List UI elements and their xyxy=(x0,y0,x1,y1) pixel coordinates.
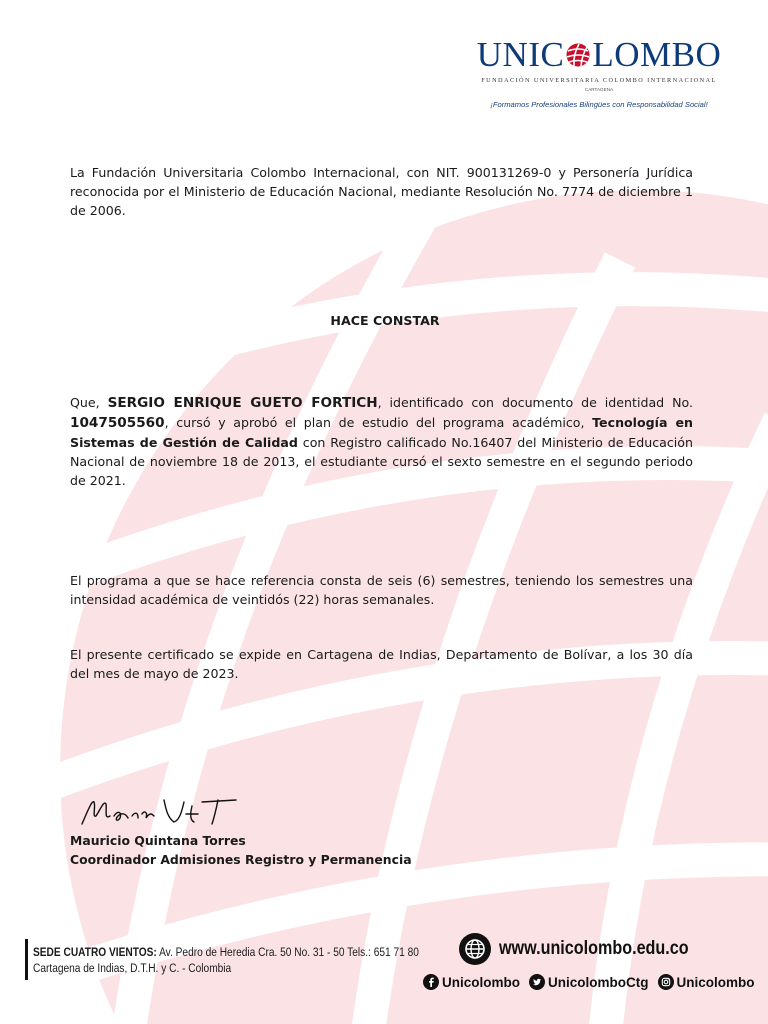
p1-lead: Que, xyxy=(70,395,108,410)
facebook-handle: Unicolombo xyxy=(442,974,520,990)
signatory-name: Mauricio Quintana Torres xyxy=(70,833,246,848)
handwritten-signature xyxy=(78,790,248,838)
slogan: ¡Formamos Profesionales Bilingües con Responsabilidad Social! xyxy=(490,100,708,109)
issuance-paragraph: El presente certificado se expide en Cartagena de Indias, Departamento de Bolívar, a los 30 día del mes de mayo de 2023. xyxy=(70,647,693,681)
address-text: Av. Pedro de Heredia Cra. 50 No. 31 - 50 Tels.: 651 71 80 xyxy=(156,945,419,959)
logo-right-text: LOMBO xyxy=(592,35,722,74)
attestation-paragraph xyxy=(70,393,693,490)
signatory-role: Coordinador Admisiones Registro y Permanencia xyxy=(70,852,412,867)
website-link[interactable]: www.unicolombo.edu.co xyxy=(499,938,689,959)
globe-logo-icon xyxy=(565,42,591,68)
facebook-link[interactable] xyxy=(423,974,520,990)
twitter-handle: UnicolomboCtg xyxy=(548,974,649,990)
social-links xyxy=(423,974,764,990)
student-id: 1047505560 xyxy=(70,415,165,431)
instagram-icon xyxy=(658,974,674,990)
intro-paragraph: La Fundación Universitaria Colombo Internacional, con NIT. 900131269-0 y Personería Jurídica reconocida por el Ministerio de Educación Nacional, mediante Resolución No. 7774 de diciembre 1 de 2006. xyxy=(70,165,693,218)
address-label: SEDE CUATRO VIENTOS: xyxy=(33,945,157,959)
logo-left-text: UNIC xyxy=(476,35,565,74)
footer-address xyxy=(33,944,419,976)
logo-wordmark xyxy=(470,36,728,74)
program-name: Tecnología en Sistemas de Gestión de Calidad xyxy=(70,415,693,450)
website-block xyxy=(458,932,722,966)
city-line: Cartagena de Indias, D.T.H. y C. - Colombia xyxy=(33,961,232,975)
twitter-icon xyxy=(529,974,545,990)
heading-hace-constar: HACE CONSTAR xyxy=(330,313,440,328)
facebook-icon xyxy=(423,974,439,990)
unicolombo-logo xyxy=(470,36,728,109)
p1-tail: con Registro calificado No.16407 del Ministerio de Educación Nacional de noviembre 18 de 2013, el estudiante cursó el sexto semestre en el segundo periodo de 2021. xyxy=(70,435,693,488)
footer-divider xyxy=(25,939,28,980)
instagram-handle: Unicolombo xyxy=(676,974,755,990)
globe-icon xyxy=(458,932,492,966)
twitter-link[interactable] xyxy=(529,974,649,990)
address-line xyxy=(33,944,419,960)
instagram-link[interactable] xyxy=(658,974,755,990)
program-paragraph: El programa a que se hace referencia consta de seis (6) semestres, teniendo los semestres una intensidad académica de veintidós (22) horas semanales. xyxy=(70,573,693,607)
p1-program-label: , cursó y aprobó el plan de estudio del programa académico, xyxy=(164,415,593,430)
logo-subtitle: FUNDACIÓN UNIVERSITARIA COLOMBO INTERNACIONAL xyxy=(481,77,717,84)
logo-city: CARTAGENA xyxy=(584,87,614,92)
p1-id-label: , identificado con documento de identidad No. xyxy=(377,395,693,410)
student-name: SERGIO ENRIQUE GUETO FORTICH xyxy=(107,395,378,411)
